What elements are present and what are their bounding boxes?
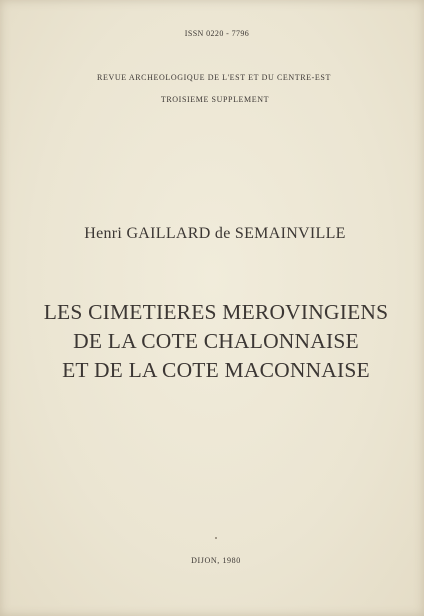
supplement-label: TROISIEME SUPPLEMENT [160,95,270,104]
printer-dot [215,537,217,539]
issn-number: ISSN 0220 - 7796 [184,29,250,38]
title-line-2: DE LA COTE CHALONNAISE [73,329,359,353]
author-name: Henri GAILLARD de SEMAINVILLE [84,225,346,242]
imprint-place-year: DIJON, 1980 [191,556,241,565]
title-line-3: ET DE LA COTE MACONNAISE [62,358,370,382]
journal-name: REVUE ARCHEOLOGIQUE DE L'EST ET DU CENTRE-EST [97,73,331,82]
book-title [0,298,424,385]
title-line-1: LES CIMETIERES MEROVINGIENS [43,300,389,324]
